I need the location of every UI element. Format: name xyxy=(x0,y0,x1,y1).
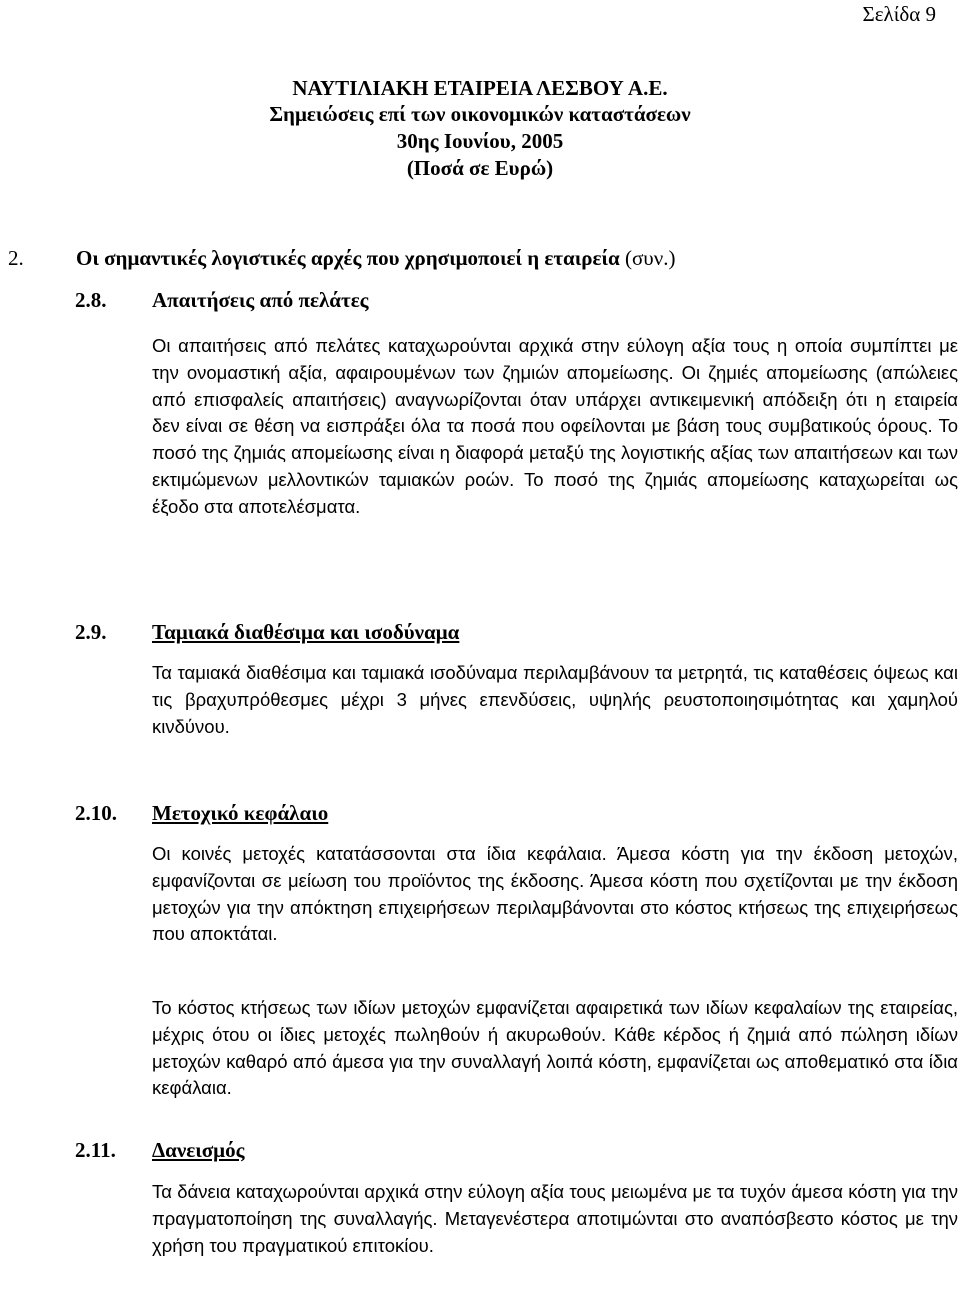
subsection-title: Δανεισμός xyxy=(152,1138,245,1162)
subsection-title: Μετοχικό κεφάλαιο xyxy=(152,801,329,825)
section-heading xyxy=(8,246,675,271)
section-number: 2. xyxy=(8,246,24,270)
subsection-title: Ταμιακά διαθέσιμα και ισοδύναμα xyxy=(152,620,460,644)
page-number: Σελίδα 9 xyxy=(862,2,936,26)
section-title: Οι σημαντικές λογιστικές αρχές που χρησιμοποιεί η εταιρεία xyxy=(76,246,620,270)
notes-title: Σημειώσεις επί των οικονομικών καταστάσεων xyxy=(269,102,691,126)
paragraph-receivables: Οι απαιτήσεις από πελάτες καταχωρούνται αρχικά στην εύλογη αξία τους η οποία συμπίπτει με την ονομαστική αξία, αφαιρουμένων των ζημιών απομείωσης. Οι ζημιές απομείωσης (απώλειες από επισφαλείς απαιτήσεις) αναγνωρίζονται όταν υπάρχει αντικειμενική απόδειξη ότι η εταιρεία δεν είναι σε θέση να εισπράξει όλα τα ποσά που οφείλονται με βάση τους συμβατικούς όρους. Το ποσό της ζημιάς απομείωσης είναι η διαφορά μεταξύ της λογιστικής αξίας των απαιτήσεων και των εκτιμώμενων μελλοντικών ταμιακών ροών. Το ποσό της ζημιάς απομείωσης καταχωρείται ως έξοδο στα αποτελέσματα. xyxy=(152,335,958,517)
paragraph-share-capital: Οι κοινές μετοχές κατατάσσονται στα ίδια κεφάλαια. Άμεσα κόστη για την έκδοση μετοχών, εμφανίζονται σε μείωση του προϊόντος της έκδοσης. Άμεσα κόστη που σχετίζονται με την έκδοση μετοχών για την απόκτηση επιχειρήσεων περιλαμβάνονται στο κόστος κτήσεως της επιχειρήσεως που αποκτάται. xyxy=(152,843,958,945)
subsection-number: 2.11. xyxy=(75,1138,116,1162)
report-date: 30ης Ιουνίου, 2005 xyxy=(396,129,564,153)
subsection-number: 2.8. xyxy=(75,288,107,312)
section-title-suffix: (συν.) xyxy=(619,246,676,270)
paragraph-treasury-shares: Το κόστος κτήσεως των ιδίων μετοχών εμφανίζεται αφαιρετικά των ιδίων κεφαλαίων της εταιρείας, μέχρις ότου οι ίδιες μετοχές πωληθούν ή ακυρωθούν. Κάθε κέρδος ή ζημιά από πώληση ιδίων μετοχών καθαρό από άμεσα για την συναλλαγή λοιπά κόστη, εμφανίζεται ως αποθεματικό στα ίδια κεφάλαια. xyxy=(152,997,958,1099)
company-name: ΝΑΥΤΙΛΙΑΚΗ ΕΤΑΙΡΕΙΑ ΛΕΣΒΟΥ Α.Ε. xyxy=(292,76,668,100)
currency-note: (Ποσά σε Ευρώ) xyxy=(406,156,554,180)
subsection-title: Απαιτήσεις από πελάτες xyxy=(152,288,369,312)
subsection-number: 2.10. xyxy=(75,801,117,825)
paragraph-cash: Τα ταμιακά διαθέσιμα και ταμιακά ισοδύναμα περιλαμβάνουν τα μετρητά, τις καταθέσεις όψεως και τις βραχυπρόθεσμες μέχρι 3 μήνες επενδύσεις, υψηλής ρευστοποιησιμότητας και χαμηλού κινδύνου. xyxy=(152,662,958,737)
paragraph-borrowings: Τα δάνεια καταχωρούνται αρχικά στην εύλογη αξία τους μειωμένα με τα τυχόν άμεσα κόστη για την πραγματοποίηση της συναλλαγής. Μεταγενέστερα αποτιμώνται στο αναπόσβεστο κόστος με την χρήση του πραγματικού επιτοκίου. xyxy=(152,1181,958,1256)
subsection-number: 2.9. xyxy=(75,620,107,644)
